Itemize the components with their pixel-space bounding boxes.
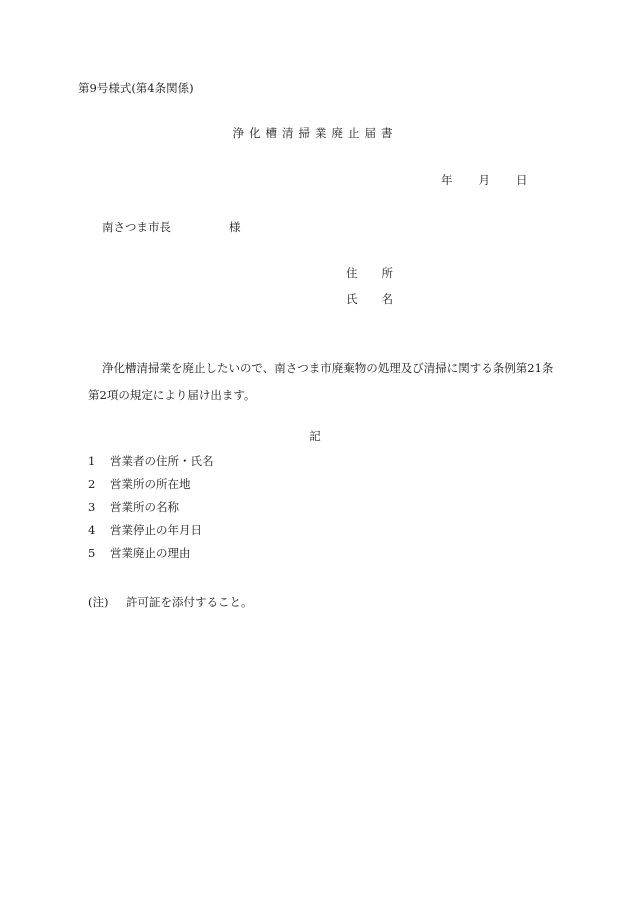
date-day-label: 日 [516, 173, 528, 187]
list-item: 4 営業停止の年月日 [88, 523, 202, 537]
applicant-name-label: 氏 名 [346, 292, 393, 306]
addressee-name: 南さつま市長 [102, 220, 171, 234]
list-item: 3 営業所の名称 [88, 500, 179, 514]
document-title: 浄化槽清掃業廃止届書 [232, 126, 398, 140]
body-paragraph: 浄化槽清掃業を廃止したいので、南さつま市廃棄物の処理及び清掃に関する条例第21条第2項の規定により届け出ます。 [88, 361, 554, 402]
ki-heading: 記 [309, 429, 321, 443]
date-row [441, 172, 528, 188]
item-list [88, 450, 214, 565]
note-text: 許可証を添付すること。 [126, 595, 253, 609]
date-year-label: 年 [441, 173, 453, 187]
list-item: 1 営業者の住所・氏名 [88, 454, 214, 468]
addressee-honorific: 様 [229, 220, 241, 234]
addressee [102, 219, 241, 235]
list-item: 2 営業所の所在地 [88, 477, 191, 491]
form-number: 第9号様式(第4条関係) [78, 81, 194, 95]
date-month-label: 月 [478, 173, 490, 187]
list-item: 5 営業廃止の理由 [88, 546, 191, 560]
note-label: (注) [88, 595, 109, 609]
note [88, 594, 253, 610]
applicant-address-label: 住 所 [346, 266, 393, 280]
